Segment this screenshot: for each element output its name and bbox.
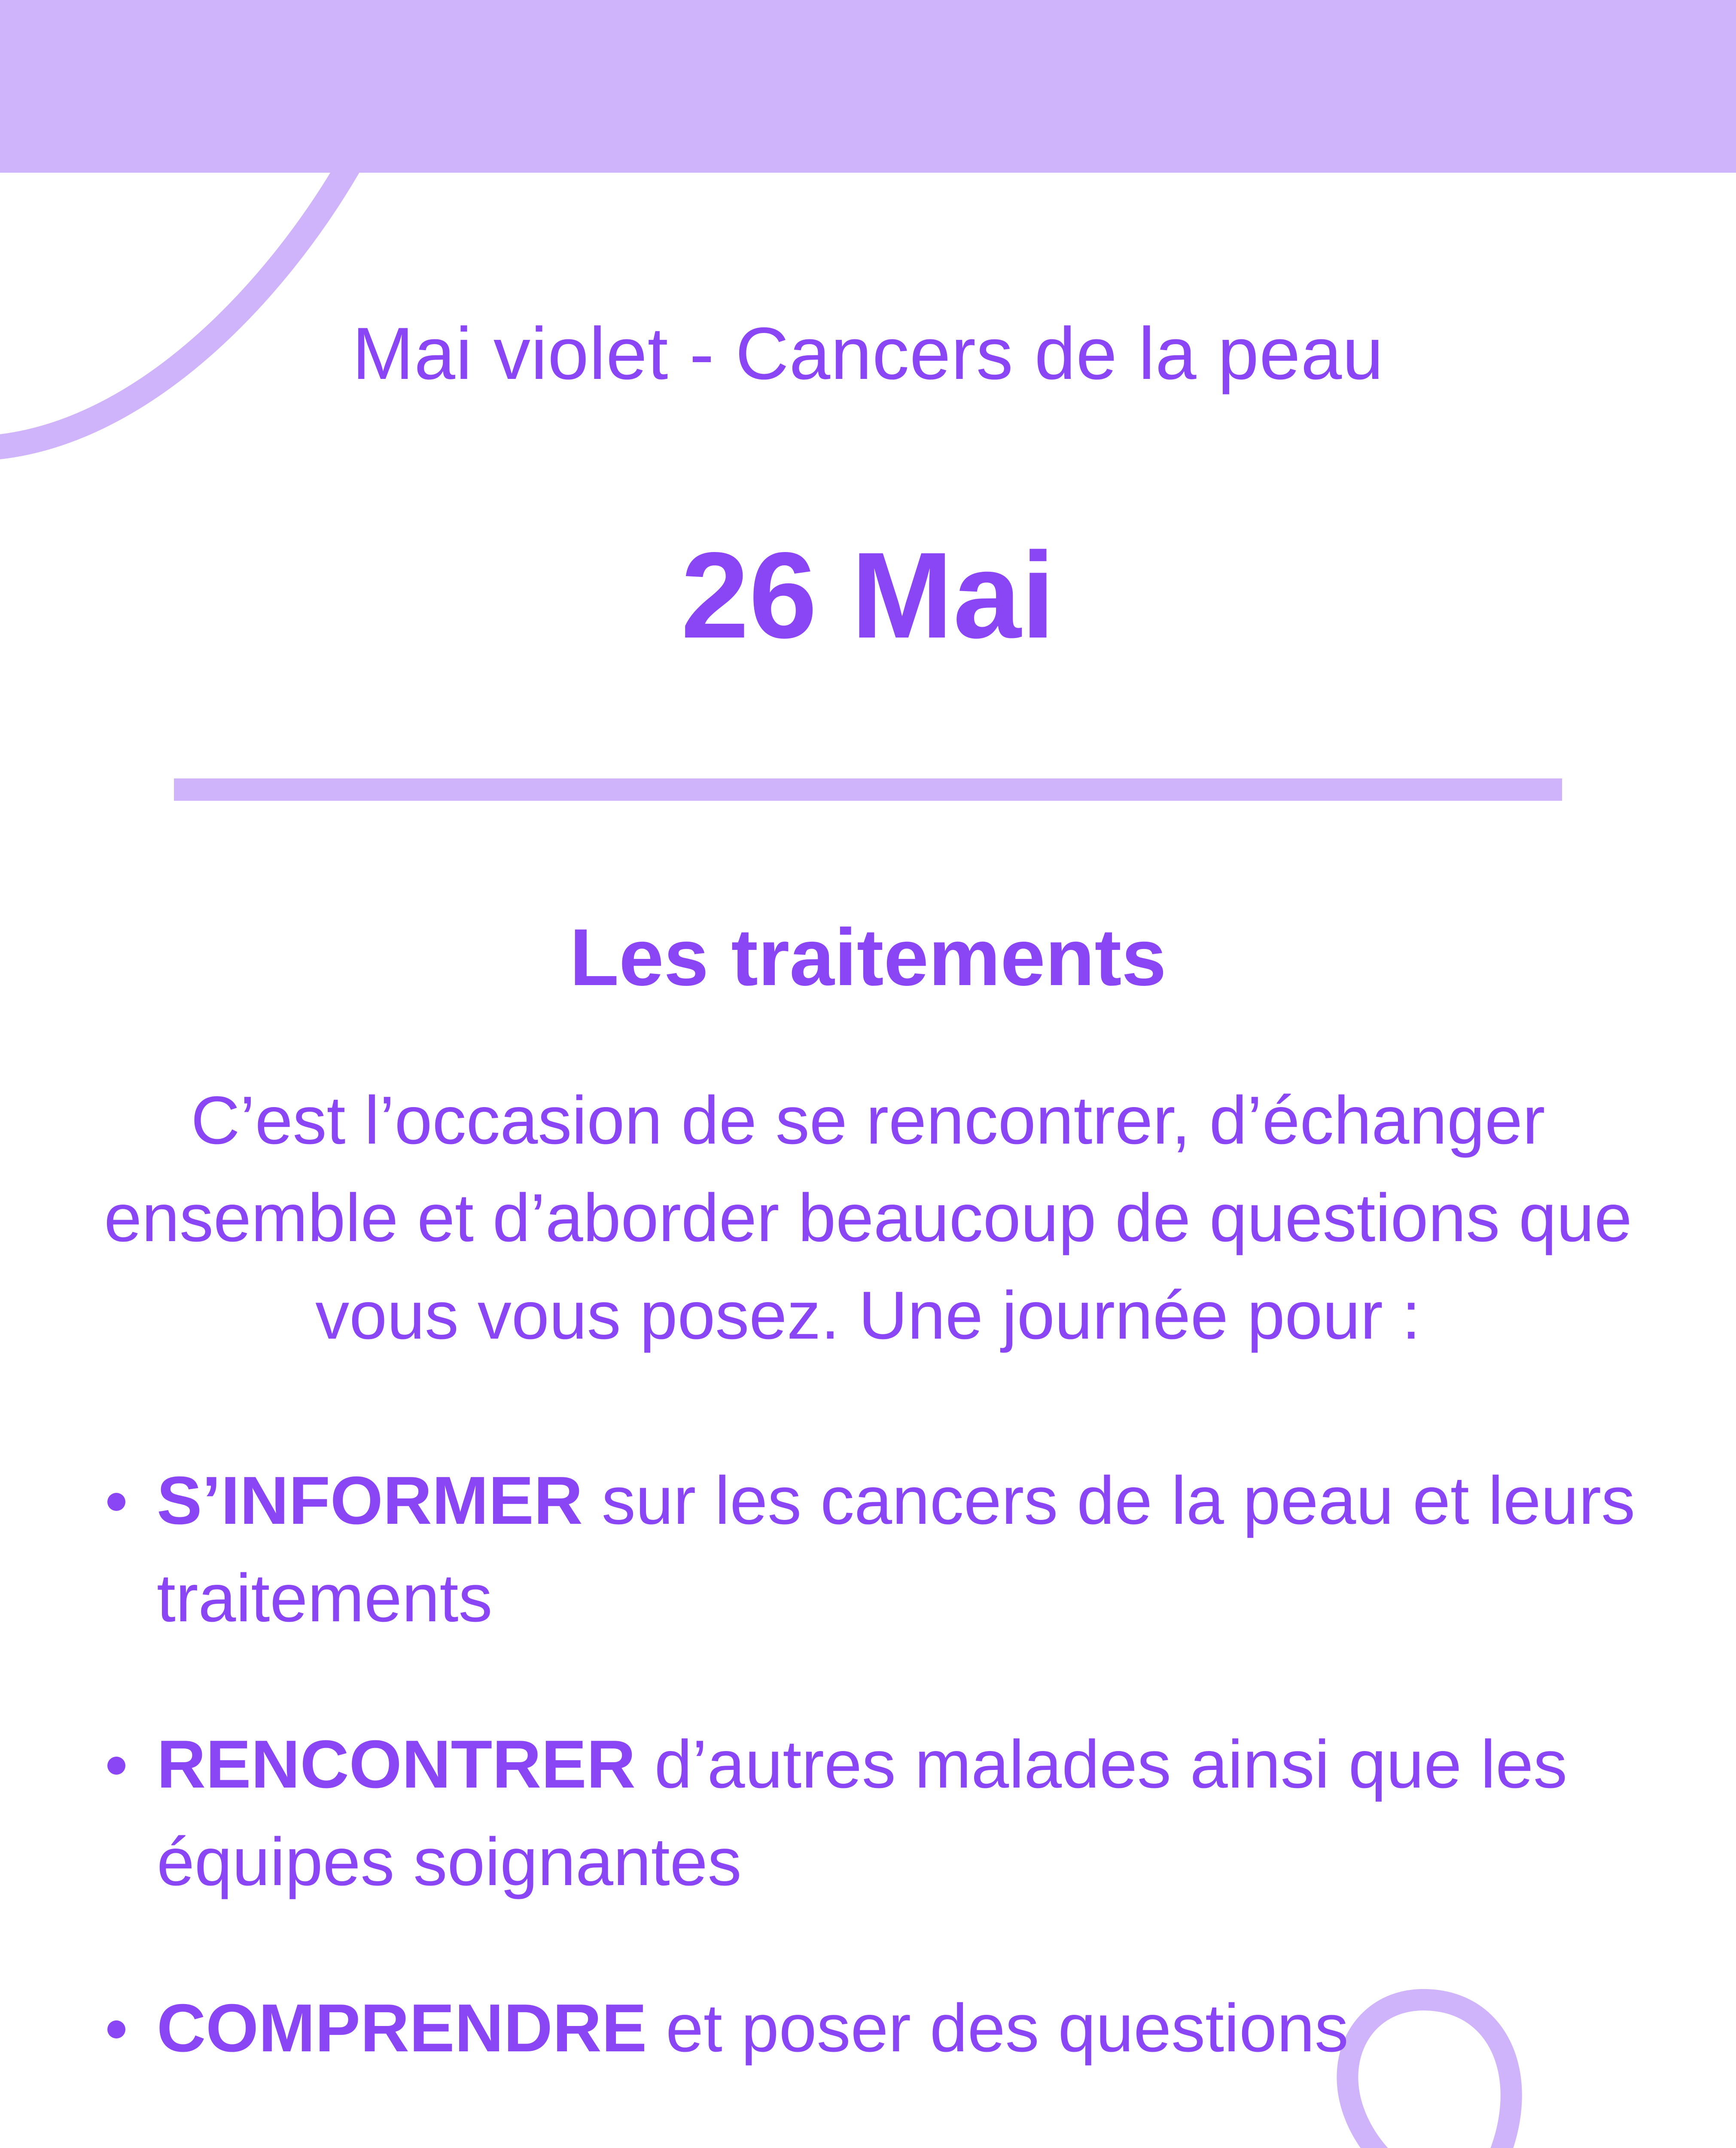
bullet-dot-icon bbox=[107, 1757, 125, 1775]
list-item bbox=[103, 1716, 1692, 1911]
bullet-dot-icon bbox=[107, 1493, 125, 1511]
campaign-subtitle: Mai violet - Cancers de la peau bbox=[352, 312, 1384, 395]
bullet-keyword: COMPRENDRE bbox=[157, 1990, 647, 2066]
section-heading: Les traitements bbox=[570, 912, 1166, 1002]
bullet-keyword: S’INFORMER bbox=[157, 1463, 583, 1538]
bullet-text: et poser des questions bbox=[647, 1990, 1349, 2066]
bullet-text: d’autres malades ainsi que les équipes soignantes bbox=[157, 1727, 1568, 1900]
divider-line bbox=[174, 778, 1562, 801]
list-item bbox=[103, 1452, 1692, 1647]
bullet-keyword: RENCONTRER bbox=[157, 1727, 636, 1802]
intro-paragraph: C’est l’occasion de se rencontrer, d’échanger ensemble et d’aborder beaucoup de questions que vous vous posez. Une journée pour : bbox=[104, 1083, 1632, 1353]
event-date-title: 26 Mai bbox=[681, 527, 1055, 664]
bullet-text: sur les cancers de la peau et leurs traitements bbox=[157, 1463, 1635, 1636]
bullet-dot-icon bbox=[107, 2020, 125, 2038]
list-item bbox=[103, 1980, 1692, 2077]
top-banner bbox=[0, 0, 1736, 173]
top-left-ribbon-curve bbox=[0, 168, 348, 447]
bullet-list bbox=[103, 1452, 1692, 2146]
